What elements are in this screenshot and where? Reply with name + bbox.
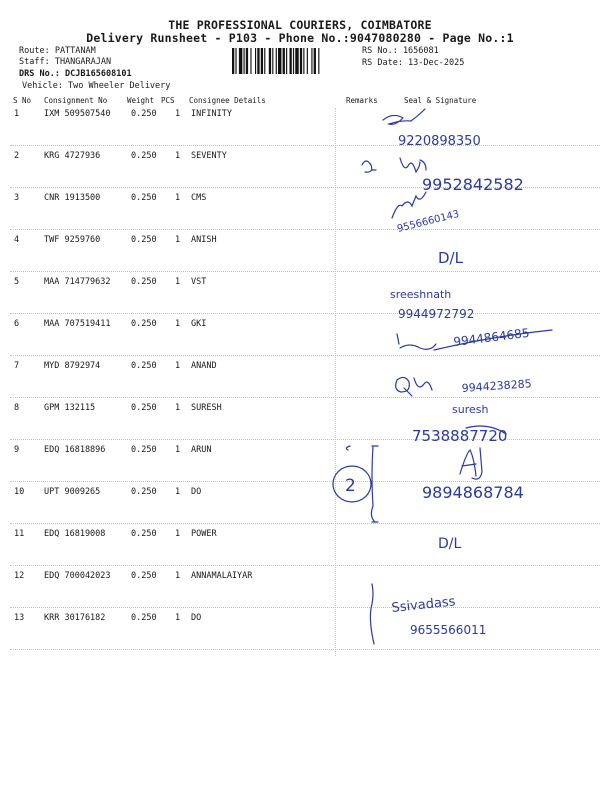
row-sno: 7	[14, 361, 20, 371]
col-header-sno: S No	[13, 96, 32, 105]
row-sno: 13	[14, 613, 25, 623]
barcode-bar	[283, 48, 285, 74]
barcode-bar	[261, 48, 263, 74]
row-sno: 12	[14, 571, 25, 581]
row-consignee: DO	[191, 487, 202, 497]
barcode-bar	[311, 48, 312, 74]
row-divider	[10, 229, 600, 230]
route-label: Route: PATTANAM	[19, 46, 96, 56]
phone-row-7: 9944238285	[461, 377, 533, 395]
circle-number: 2	[345, 476, 356, 496]
row-consignee: GKI	[191, 319, 207, 329]
barcode-bar	[239, 48, 242, 74]
row-consignee: DO	[191, 613, 202, 623]
row-divider	[10, 271, 600, 272]
barcode-bar	[255, 48, 256, 74]
phone-row-8: 7538887720	[412, 427, 508, 445]
signature-row-9	[460, 448, 482, 479]
row-consignment-no: KRG 4727936	[44, 151, 101, 161]
barcode-bar	[295, 48, 298, 74]
document-subtitle: Delivery Runsheet - P103 - Phone No.:9047080280 - Page No.:1	[86, 31, 514, 45]
barcode-bar	[269, 48, 271, 74]
row-consignment-no: IXM 509507540	[44, 109, 111, 119]
row-sno: 5	[14, 277, 20, 287]
row-consignment-no: TWF 9259760	[44, 235, 101, 245]
strike-row-8	[466, 426, 506, 434]
row-consignment-no: MAA 714779632	[44, 277, 111, 287]
phone-row-5: 9944972792	[398, 307, 475, 321]
row-pcs: 1	[175, 193, 181, 203]
row-consignment-no: EDQ 16819008	[44, 529, 106, 539]
bracket-rows-12-13	[370, 584, 374, 644]
row-divider	[10, 565, 600, 566]
barcode	[232, 48, 357, 74]
row-weight: 0.250	[131, 571, 157, 581]
row-sno: 6	[14, 319, 20, 329]
rs-date: RS Date: 13-Dec-2025	[362, 58, 465, 68]
phone-row-1: 9220898350	[398, 134, 481, 149]
row-pcs: 1	[175, 445, 181, 455]
row-divider	[10, 481, 600, 482]
signature-row-2	[362, 158, 426, 172]
row-divider	[10, 439, 600, 440]
barcode-bar	[290, 48, 292, 74]
row-divider	[10, 607, 600, 608]
row-consignment-no: KRR 30176182	[44, 613, 106, 623]
row-consignment-no: GPM 132115	[44, 403, 96, 413]
row-consignment-no: MYD 8792974	[44, 361, 101, 371]
barcode-bar	[293, 48, 294, 74]
underline-row-6	[434, 330, 552, 350]
barcode-bar	[318, 48, 319, 74]
row-weight: 0.250	[131, 361, 157, 371]
row-consignment-no: EDQ 16818896	[44, 445, 106, 455]
circle-mark	[333, 466, 371, 502]
col-header-weight: Weight	[127, 96, 155, 105]
row-sno: 4	[14, 235, 20, 245]
row-sno: 3	[14, 193, 20, 203]
name-row-8: suresh	[452, 403, 489, 416]
staff-label: Staff: THANGARAJAN	[19, 57, 112, 67]
row-weight: 0.250	[131, 193, 157, 203]
row-consignee: ANISH	[191, 235, 217, 245]
row-consignee: ARUN	[191, 445, 212, 455]
signature-row-1	[383, 109, 425, 124]
barcode-bar	[276, 48, 277, 74]
row-pcs: 1	[175, 319, 181, 329]
barcode-bar	[264, 48, 265, 74]
row-consignment-no: CNR 1913500	[44, 193, 101, 203]
name-row-13: Ssivadass	[390, 594, 457, 616]
row-weight: 0.250	[131, 487, 157, 497]
vehicle-label: Vehicle: Two Wheeler Delivery	[22, 81, 171, 91]
name-row-5: sreeshnath	[390, 288, 452, 301]
barcode-bar	[286, 48, 287, 74]
drs-number: DRS No.: DCJB165608101	[19, 69, 132, 79]
row-divider	[10, 313, 600, 314]
row-weight: 0.250	[131, 613, 157, 623]
row-consignee: ANNAMALAIYAR	[191, 571, 253, 581]
barcode-bar	[246, 48, 248, 74]
row-weight: 0.250	[131, 109, 157, 119]
phone-row-13: 9655566011	[410, 623, 487, 637]
barcode-bar	[307, 48, 308, 74]
signature-row-3	[392, 192, 426, 218]
row-consignee: CMS	[191, 193, 207, 203]
col-header-details: Consignee Details	[189, 96, 266, 105]
row-sno: 1	[14, 109, 20, 119]
col-header-remarks: Remarks	[346, 96, 378, 105]
barcode-bar	[303, 48, 304, 74]
document-title: THE PROFESSIONAL COURIERS, COIMBATORE	[168, 18, 432, 32]
row-weight: 0.250	[131, 403, 157, 413]
row-divider	[10, 145, 600, 146]
row-divider	[10, 187, 600, 188]
bracket-rows-9-10	[346, 446, 378, 522]
row-pcs: 1	[175, 613, 181, 623]
row-weight: 0.250	[131, 151, 157, 161]
row-weight: 0.250	[131, 277, 157, 287]
row-weight: 0.250	[131, 529, 157, 539]
barcode-bar	[300, 48, 302, 74]
row-sno: 2	[14, 151, 20, 161]
row-consignee: SURESH	[191, 403, 222, 413]
row-sno: 11	[14, 529, 25, 539]
row-pcs: 1	[175, 529, 181, 539]
phone-row-3: 9556660143	[396, 208, 461, 235]
row-pcs: 1	[175, 277, 181, 287]
signature-row-7	[396, 377, 432, 396]
row-sno: 9	[14, 445, 20, 455]
phone-row-6: 9944864685	[452, 325, 531, 349]
row-consignee: POWER	[191, 529, 217, 539]
row-pcs: 1	[175, 487, 181, 497]
col-header-consignment: Consignment No	[44, 96, 108, 105]
row-pcs: 1	[175, 109, 181, 119]
row-weight: 0.250	[131, 319, 157, 329]
row-consignee: SEVENTY	[191, 151, 227, 161]
col-header-pcs: PCS	[161, 96, 175, 105]
barcode-bar	[257, 48, 259, 74]
phone-row-2: 9952842582	[422, 175, 524, 194]
row-weight: 0.250	[131, 445, 157, 455]
row-divider	[10, 649, 600, 650]
barcode-bar	[235, 48, 236, 74]
row-consignment-no: UPT 9009265	[44, 487, 101, 497]
row-pcs: 1	[175, 403, 181, 413]
row-divider	[10, 523, 600, 524]
barcode-bar	[278, 48, 281, 74]
row-pcs: 1	[175, 235, 181, 245]
row-weight: 0.250	[131, 235, 157, 245]
barcode-bar	[250, 48, 251, 74]
signature-row-6	[397, 334, 436, 349]
row-consignee: INFINITY	[191, 109, 232, 119]
row-sno: 8	[14, 403, 20, 413]
row-pcs: 1	[175, 361, 181, 371]
phone-row-10: 9894868784	[422, 483, 524, 502]
barcode-bar	[272, 48, 273, 74]
remarks-divider	[335, 108, 336, 656]
rs-number: RS No.: 1656081	[362, 46, 439, 56]
row-consignee: ANAND	[191, 361, 217, 371]
barcode-bar	[314, 48, 316, 74]
row-divider	[10, 355, 600, 356]
note-row-11: D/L	[438, 536, 462, 552]
row-consignee: VST	[191, 277, 207, 287]
row-pcs: 1	[175, 571, 181, 581]
note-row-4: D/L	[438, 249, 463, 267]
barcode-bar	[232, 48, 234, 74]
barcode-bar	[244, 48, 245, 74]
row-consignment-no: EDQ 700042023	[44, 571, 111, 581]
row-sno: 10	[14, 487, 25, 497]
row-divider	[10, 397, 600, 398]
row-pcs: 1	[175, 151, 181, 161]
row-consignment-no: MAA 707519411	[44, 319, 111, 329]
col-header-seal: Seal & Signature	[404, 96, 477, 105]
